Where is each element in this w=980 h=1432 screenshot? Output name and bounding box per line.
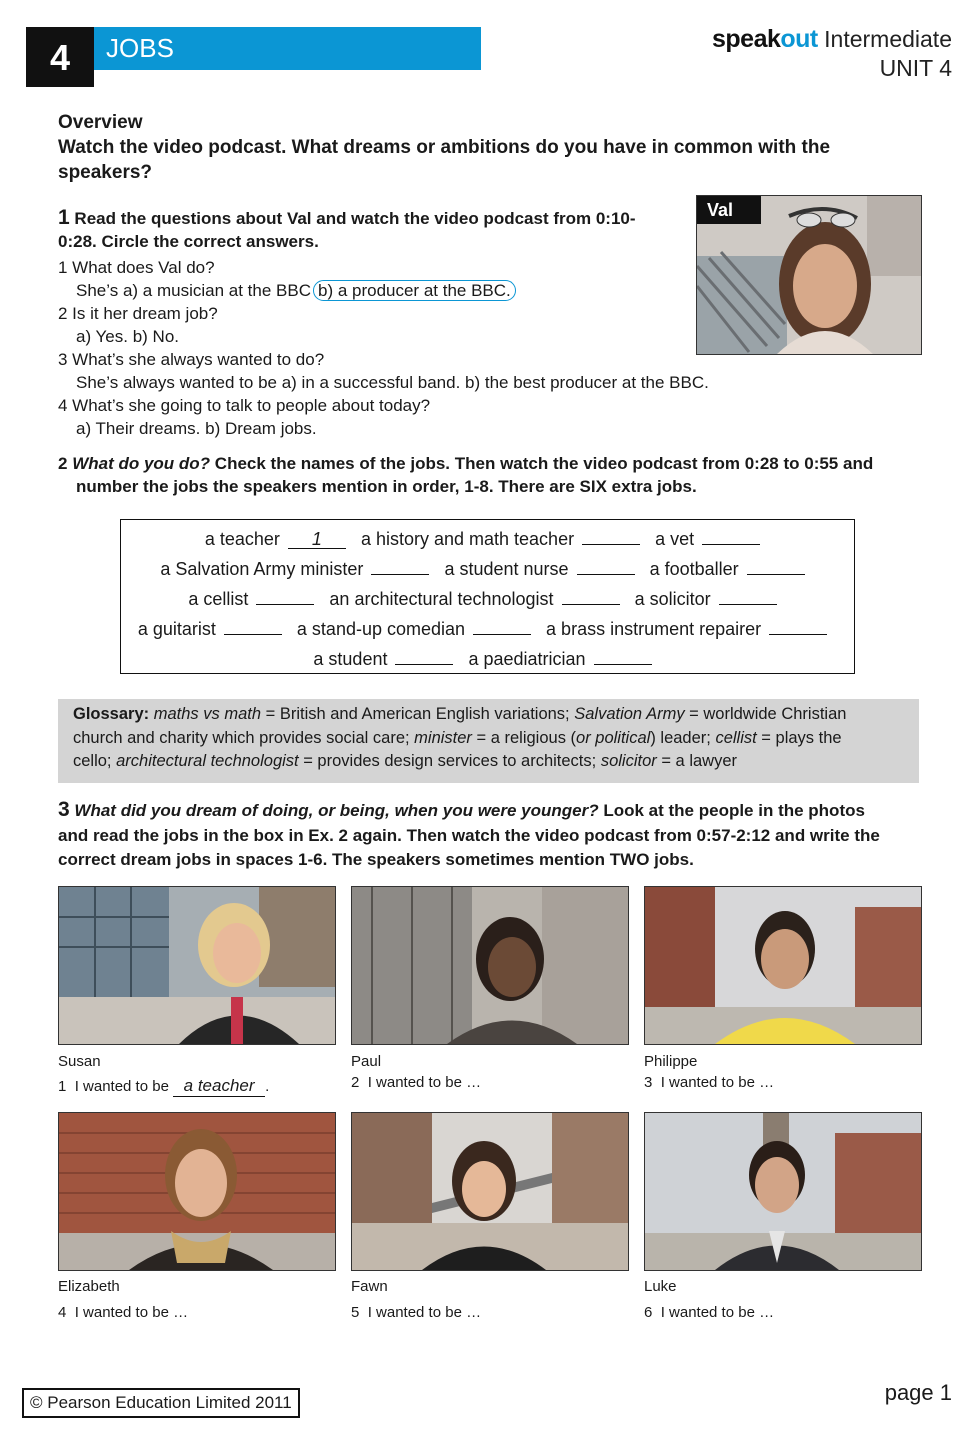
- glossary-def: = a lawyer: [656, 752, 737, 770]
- glossary-def: = provides design services to architects;: [298, 752, 601, 770]
- ex1-instruction-line2: 0:28. Circle the correct answers.: [58, 232, 319, 251]
- copyright-notice: © Pearson Education Limited 2011: [22, 1388, 300, 1418]
- photo-paul-image: [352, 887, 628, 1044]
- person-prompt: I wanted to be: [74, 1078, 169, 1095]
- ex3-instruction-line1: Look at the people in the photos: [598, 801, 865, 820]
- job-item: a cellist: [188, 589, 249, 609]
- ex1-a3: She’s always wanted to be a) in a successful band. b) the best producer at the BBC.: [76, 373, 709, 392]
- photo-philippe: [644, 886, 922, 1045]
- job-row-4: [121, 616, 854, 640]
- job-item: a vet: [655, 529, 695, 549]
- glossary-def: cello;: [73, 752, 117, 770]
- job-answer-blank[interactable]: 1: [288, 530, 346, 549]
- overview-title: Overview: [58, 112, 143, 133]
- glossary-def: ) leader;: [650, 728, 716, 747]
- ex1-items: [58, 256, 778, 440]
- job-item: a student nurse: [444, 559, 569, 579]
- photo-fawn: [351, 1112, 629, 1271]
- glossary-def: = a religious (: [471, 728, 577, 747]
- photo-luke: [644, 1112, 922, 1271]
- job-answer-blank[interactable]: [395, 646, 453, 665]
- person-prompt[interactable]: I wanted to be …: [74, 1304, 189, 1321]
- job-answer-blank[interactable]: [256, 586, 314, 605]
- glossary-box: [58, 699, 919, 783]
- brand-level: Intermediate: [824, 26, 952, 52]
- ex1-q1: 1 What does Val do?: [58, 258, 215, 277]
- person-number: 4: [58, 1304, 67, 1321]
- unit-number-badge: 4: [26, 27, 94, 87]
- person-name: Philippe: [644, 1053, 698, 1070]
- person-number: 2: [351, 1074, 360, 1091]
- person-name: Elizabeth: [58, 1278, 120, 1295]
- ex3-number: 3: [58, 798, 70, 821]
- glossary-def: = plays the: [756, 728, 842, 747]
- job-answer-blank[interactable]: [747, 556, 805, 575]
- ex1-q3: 3 What’s she always wanted to do?: [58, 350, 325, 369]
- person-answer-field[interactable]: a teacher: [173, 1076, 265, 1097]
- job-answer-blank[interactable]: [702, 526, 760, 545]
- glossary-term: cellist: [715, 728, 757, 747]
- job-row-3: [121, 586, 854, 610]
- person-answer-line: [351, 1304, 481, 1321]
- job-item: a teacher: [204, 529, 280, 549]
- unit-title: JOBS: [106, 33, 174, 63]
- photo-luke-image: [645, 1113, 921, 1270]
- job-box: [120, 519, 855, 674]
- ex1-a4: a) Their dreams. b) Dream jobs.: [76, 419, 317, 438]
- person-number: 1: [58, 1078, 67, 1095]
- job-item: a solicitor: [634, 589, 711, 609]
- val-photo: [696, 195, 922, 355]
- person-name: Susan: [58, 1053, 101, 1070]
- person-answer-line: [644, 1074, 774, 1091]
- job-item: a Salvation Army minister: [160, 559, 364, 579]
- job-item: a footballer: [649, 559, 739, 579]
- ex1-number: 1: [58, 206, 70, 229]
- ex1-a2: a) Yes. b) No.: [76, 327, 180, 346]
- job-row-2: [121, 556, 854, 580]
- person-prompt[interactable]: I wanted to be …: [367, 1304, 482, 1321]
- job-item: a guitarist: [137, 619, 216, 639]
- job-item: a brass instrument repairer: [546, 619, 762, 639]
- person-answer-line: [644, 1304, 774, 1321]
- ex1-a1: [58, 279, 778, 302]
- person-answer-end: .: [265, 1078, 270, 1095]
- ex2-instruction: [58, 452, 938, 498]
- ex3-instruction: [58, 798, 938, 873]
- ex1-a1-circled-answer: b) a producer at the BBC.: [313, 280, 516, 301]
- photo-elizabeth: [58, 1112, 336, 1271]
- brand-block: [712, 25, 952, 83]
- job-item: a student: [313, 649, 388, 669]
- job-item: a paediatrician: [468, 649, 586, 669]
- ex3-instruction-line2: and read the jobs in the box in Ex. 2 again. Then watch the video podcast from 0:57-2:12 and write the: [58, 825, 880, 845]
- photo-philippe-image: [645, 887, 921, 1044]
- job-answer-blank[interactable]: [371, 556, 429, 575]
- person-prompt[interactable]: I wanted to be …: [660, 1074, 775, 1091]
- brand-logo-speak: speak: [711, 25, 781, 53]
- glossary-def: church and charity which provides social care;: [73, 728, 415, 747]
- ex1-a1-prefix: She’s a) a musician at the BBC: [76, 281, 311, 300]
- brand-logo-out: out: [780, 25, 818, 53]
- val-photo-label: Val: [697, 196, 761, 224]
- overview-instruction: Watch the video podcast. What dreams or ambitions do you have in common with the speakers?: [58, 137, 831, 183]
- glossary-def: = worldwide Christian: [684, 705, 847, 723]
- job-answer-blank[interactable]: [224, 616, 282, 635]
- job-answer-blank[interactable]: [562, 586, 620, 605]
- job-item: an architectural technologist: [329, 589, 554, 609]
- page-number: page 1: [884, 1380, 952, 1405]
- job-answer-blank[interactable]: [473, 616, 531, 635]
- job-row-5: [121, 646, 854, 670]
- person-number: 6: [644, 1304, 653, 1321]
- ex3-question: What did you dream of doing, or being, when you were younger?: [74, 801, 599, 820]
- glossary-def: = British and American English variations;: [261, 705, 575, 723]
- photo-fawn-image: [352, 1113, 628, 1270]
- glossary-term: Salvation Army: [574, 705, 685, 723]
- ex3-instruction-line3: correct dream jobs in spaces 1-6. The speakers sometimes mention TWO jobs.: [58, 850, 694, 869]
- job-item: a stand-up comedian: [296, 619, 466, 639]
- person-name: Fawn: [351, 1278, 388, 1295]
- photo-susan: [58, 886, 336, 1045]
- ex2-instruction-line1: Check the names of the jobs. Then watch the video podcast from 0:28 to 0:55 and: [214, 454, 874, 473]
- person-answer-line: [351, 1074, 481, 1091]
- ex1-instruction-line1: Read the questions about Val and watch the video podcast from 0:10-: [74, 209, 636, 228]
- ex1-q2: 2 Is it her dream job?: [58, 304, 218, 323]
- glossary-term: solicitor: [600, 752, 657, 770]
- person-answer-line: [58, 1304, 188, 1321]
- ex1-instruction: [58, 206, 688, 253]
- person-prompt[interactable]: I wanted to be …: [660, 1304, 775, 1321]
- job-answer-blank[interactable]: [769, 616, 827, 635]
- unit-label: UNIT 4: [879, 55, 952, 81]
- person-name: Luke: [644, 1278, 677, 1295]
- glossary-term: minister: [414, 728, 472, 747]
- glossary-label: Glossary:: [73, 705, 150, 723]
- photo-elizabeth-image: [59, 1113, 335, 1270]
- glossary-term: or political: [576, 728, 651, 747]
- glossary-term: maths vs math: [153, 705, 262, 723]
- ex2-instruction-line2: number the jobs the speakers mention in order, 1-8. There are SIX extra jobs.: [76, 477, 697, 496]
- unit-title-bar: [94, 27, 481, 70]
- job-answer-blank[interactable]: [594, 646, 652, 665]
- ex2-question: What do you do?: [72, 454, 211, 473]
- ex2-number: 2: [58, 454, 68, 473]
- job-item: a history and math teacher: [360, 529, 575, 549]
- person-prompt[interactable]: I wanted to be …: [367, 1074, 482, 1091]
- person-number: 3: [644, 1074, 653, 1091]
- job-answer-blank[interactable]: [719, 586, 777, 605]
- job-row-1: [121, 526, 854, 550]
- person-name: Paul: [351, 1053, 382, 1070]
- glossary-term: architectural technologist: [116, 752, 299, 770]
- person-answer-line: [58, 1076, 269, 1097]
- photo-paul: [351, 886, 629, 1045]
- person-number: 5: [351, 1304, 360, 1321]
- ex1-q4: 4 What’s she going to talk to people about today?: [58, 396, 431, 415]
- job-answer-blank[interactable]: [582, 526, 640, 545]
- job-answer-blank[interactable]: [577, 556, 635, 575]
- photo-susan-image: [59, 887, 335, 1044]
